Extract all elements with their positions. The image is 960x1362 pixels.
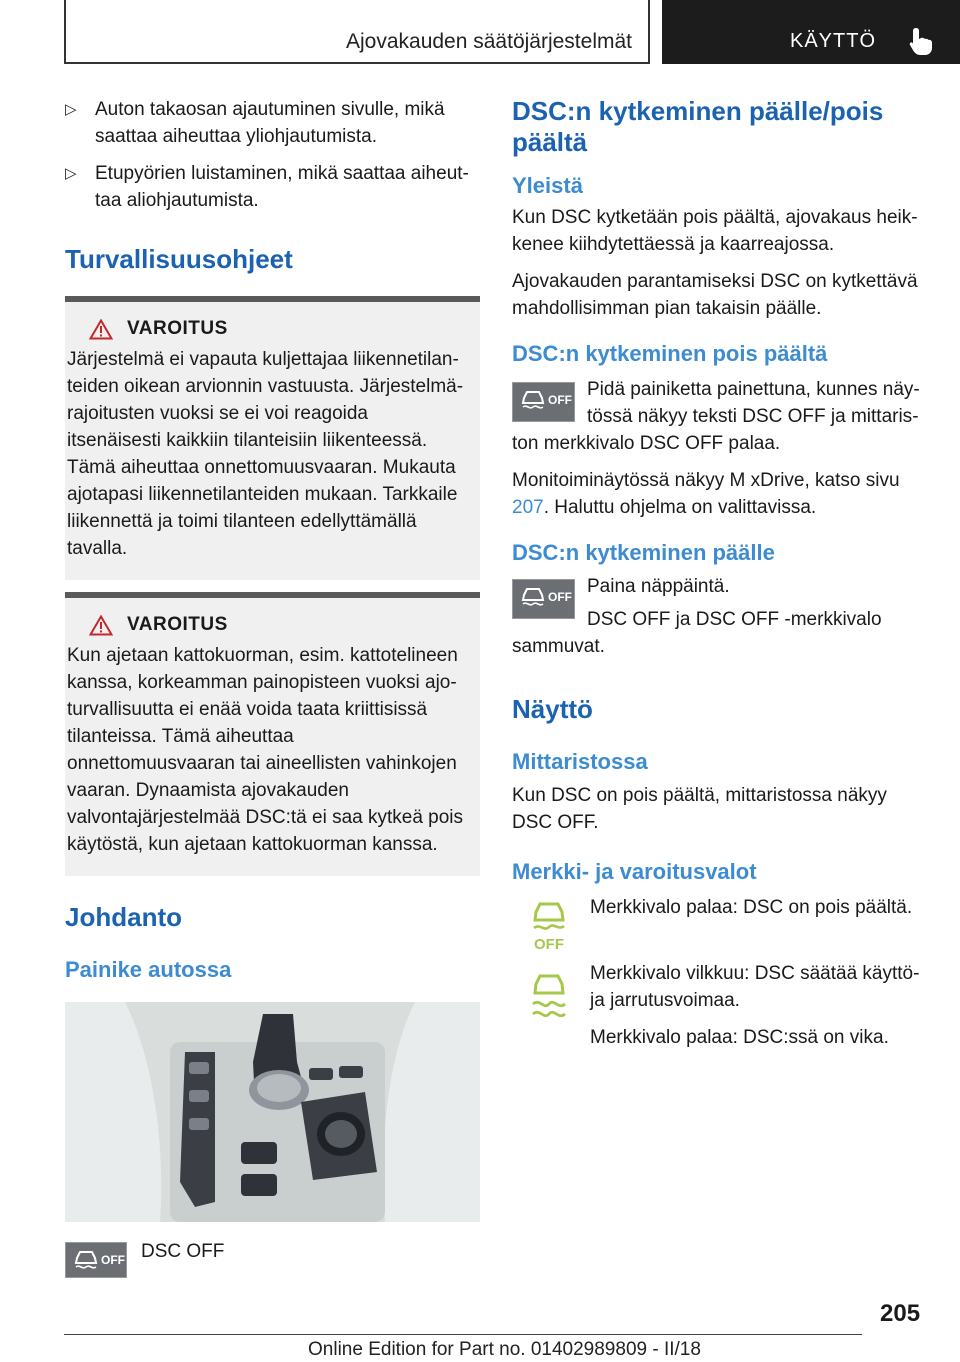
warning-text: Järjestelmä ei vapauta kuljettajaa liikennetilanteiden oikean arvionnin vastuusta. Järjestelmärajoitusten vuoksi se ei voi reagoida itsenäisesti kaikkiin tilanteisiin liikenteessä. Tämä aiheuttaa onnettomuusvaaran. Mukauta ajotapasi liikennetilanteiden mukaan. Tarkkaile liikennettä ja toimi tilanteen edellyttämällä tavalla. (67, 349, 464, 559)
skidding-car-icon (519, 586, 547, 608)
list-item-text: Etupyörien luistaminen, mikä saattaa aiheuttaa aliohjautumista. (95, 163, 469, 211)
warning-title-row (89, 614, 466, 636)
intro-heading: Johdanto (65, 902, 182, 932)
warning-title: VAROITUS (127, 614, 228, 635)
lamp2-text-2: Merkkivalo palaa: DSC:ssä on vika. (590, 1027, 889, 1048)
monitor-text-b: . Haluttu ohjelma on valittavissa. (543, 497, 817, 518)
lamps-heading: Merkki- ja varoitusvalot (512, 859, 757, 884)
skidding-car-icon (72, 1249, 100, 1271)
triangle-bullet-icon: ▷ (65, 165, 77, 182)
dsc-off-text: Pidä painiketta painettuna, kunnes näytössä näkyy teksti DSC OFF ja mittariston merkkivalo DSC OFF palaa. (512, 379, 920, 454)
left-column (65, 96, 480, 1278)
dsc-off-button[interactable] (512, 579, 575, 619)
lamp1-text: Merkkivalo palaa: DSC on pois päältä. (590, 897, 913, 918)
warning-triangle-icon (89, 319, 113, 340)
general-paragraph-2: Ajovakauden parantamiseksi DSC on kytkettävä mahdollisimman pian takaisin päälle. (512, 271, 918, 319)
dsc-off-heading: DSC:n kytkeminen pois päältä (512, 341, 828, 366)
triangle-bullet-icon: ▷ (65, 101, 77, 118)
cluster-text: Kun DSC on pois päältä, mittaristossa näkyy DSC OFF. (512, 785, 887, 833)
right-column (512, 96, 927, 1061)
header-section-box (64, 0, 650, 64)
header-chapter-tab[interactable] (662, 0, 960, 64)
header-chapter-title: KÄYTTÖ (790, 30, 877, 52)
dsc-off-button[interactable] (65, 1242, 127, 1278)
center-console-illustration (65, 1002, 480, 1222)
general-paragraph-1: Kun DSC kytketään pois päältä, ajovakaus heikkenee kiihdytettäessä ja kaarreajossa. (512, 207, 918, 255)
list-item-text: Auton takaosan ajautuminen sivulle, mikä saattaa aiheuttaa yliohjautumista. (95, 99, 445, 147)
dsc-on-text-1: Paina näppäintä. (587, 576, 730, 597)
skidding-car-icon (519, 389, 547, 411)
button-heading: Painike autossa (65, 957, 232, 982)
warning-box (65, 296, 480, 580)
dsc-off-button-label: OFF (548, 393, 572, 407)
pointing-hand-icon (908, 26, 934, 56)
monitor-text-a: Monitoiminäytössä näkyy M xDrive, katso sivu (512, 470, 900, 491)
list-item (65, 160, 480, 214)
warning-title-row (89, 318, 466, 340)
warning-text: Kun ajetaan kattokuorman, esim. kattotelineen kanssa, korkeamman painopisteen vuoksi ajoturvallisuutta ei enää voida taata kriittisissä tilanteissa. Tämä aiheuttaa onnettomuusvaaran tai aineellisten vahinkojen vaaran. Dynaamista ajovakauden valvontajärjestelmää DSC:tä ei saa kytkeä pois käytöstä, kun ajetaan kattokuorman kanssa. (67, 645, 464, 855)
lamp-off-text: OFF (534, 936, 564, 952)
warning-title: VAROITUS (127, 318, 228, 339)
monitor-text (512, 467, 927, 521)
center-console-photo (65, 1002, 480, 1222)
dsc-off-caption: DSC OFF (141, 1241, 225, 1262)
lamp2-text-1: Merkkivalo vilkkuu: DSC säätää käyttö- ja jarrutusvoimaa. (590, 963, 920, 1011)
safety-heading: Turvallisuusohjeet (65, 244, 293, 274)
dsc-on-text-2: DSC OFF ja DSC OFF -merkkivalo sammuvat. (512, 609, 882, 657)
dsc-off-button-row (65, 1242, 480, 1278)
dsc-on-heading: DSC:n kytkeminen päälle (512, 540, 775, 565)
page-number: 205 (880, 1300, 921, 1327)
footer-rule (64, 1334, 862, 1360)
dsc-off-indicator-icon (524, 898, 574, 952)
dsc-off-button[interactable] (512, 382, 575, 422)
dsc-off-button-label: OFF (548, 590, 572, 604)
lamp-row-dsc (512, 964, 927, 1061)
lamp-row-dsc-off (512, 898, 927, 952)
list-item (65, 96, 480, 150)
edition-text: Online Edition for Part no. 01402989809 - II/18 (308, 1339, 701, 1360)
warning-box (65, 592, 480, 876)
dsc-off-instruction (512, 376, 927, 457)
page-link[interactable]: 207 (512, 497, 544, 518)
dsc-on-instruction (512, 573, 927, 660)
cluster-heading: Mittaristossa (512, 749, 648, 774)
main-heading: DSC:n kytkeminen päälle/pois päältä (512, 96, 884, 157)
display-heading: Näyttö (512, 694, 593, 724)
dsc-indicator-icon (524, 968, 574, 1022)
dsc-off-button-label: OFF (101, 1253, 125, 1267)
warning-triangle-icon (89, 615, 113, 636)
header-section-title: Ajovakauden säätöjärjestelmät (345, 30, 632, 53)
general-heading: Yleistä (512, 173, 583, 198)
lamp2-text-block (590, 960, 927, 1061)
